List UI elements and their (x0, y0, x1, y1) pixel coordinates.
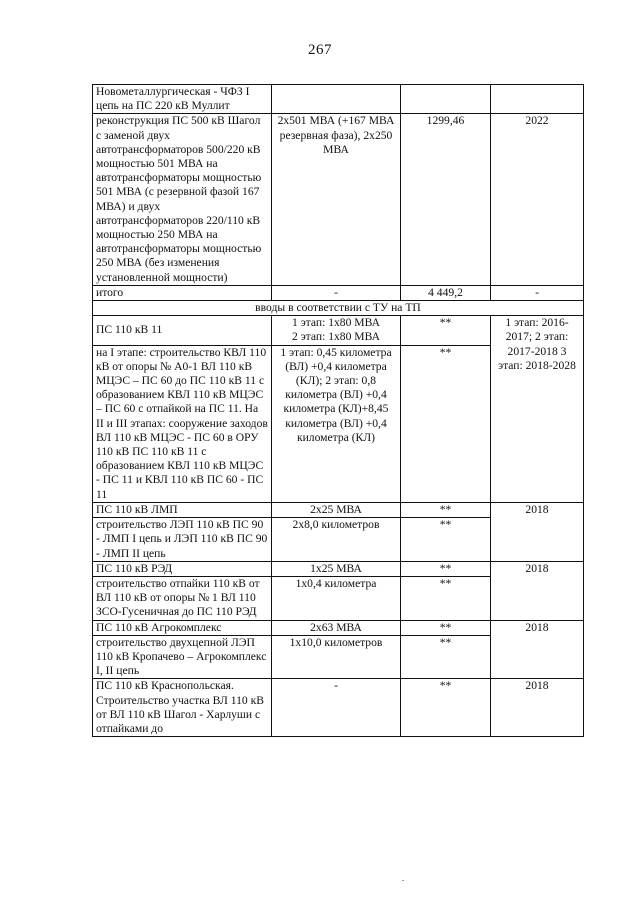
cost-cell: ** (401, 561, 491, 576)
investment-table (92, 84, 584, 737)
object-name-cell: ПС 110 кВ Краснопольская. Строительство участка ВЛ 110 кВ от ВЛ 110 кВ Шагол - Харлуши с отпайками до (93, 679, 272, 737)
capacity-cell: 2х501 МВА (+167 МВА резервная фаза), 2х250 МВА (272, 114, 401, 285)
year-cell: 2018 (491, 679, 584, 737)
object-name-cell: Новометаллургическая - ЧФЗ I цепь на ПС 220 кВ Муллит (93, 85, 272, 114)
object-name-cell: на I этапе: строительство КВЛ 110 кВ от опоры № А0-1 ВЛ 110 кВ МЦЭС – ПС 60 до ПС 110 кВ 11 с образованием КВЛ 110 кВ МЦЭС – ПС 60 с отпайкой на ПС 11. На II и III этапах: сооружение заходов ВЛ 110 кВ МЦЭС - ПС 60 в ОРУ 110 кВ ПС 110 кВ 11 с образованием КВЛ 110 кВ МЦЭС - ПС 11 и КВЛ 110 кВ ПС 60 - ПС 11 (93, 345, 272, 502)
table-row (93, 620, 584, 635)
year-cell (491, 85, 584, 114)
year-cell: 2022 (491, 114, 584, 285)
capacity-cell: 1х10,0 километров (272, 635, 401, 679)
table-row (93, 502, 584, 517)
capacity-cell: - (272, 679, 401, 737)
capacity-cell: 1 этап: 0,45 километра (ВЛ) +0,4 километра (КЛ); 2 этап: 0,8 километра (ВЛ) +0,4 километра (КЛ)+8,45 километра (ВЛ) +0,4 километра (КЛ) (272, 345, 401, 502)
year-cell: 2018 (491, 620, 584, 679)
table-row (93, 114, 584, 285)
capacity-cell: 1х0,4 километра (272, 576, 401, 620)
cost-cell: ** (401, 679, 491, 737)
object-name-cell: строительство отпайки 110 кВ от ВЛ 110 кВ от опоры № 1 ВЛ 110 ЗСО-Гусеничная до ПС 110 РЭД (93, 576, 272, 620)
capacity-cell (272, 316, 401, 345)
cost-cell: ** (401, 502, 491, 517)
table-row (93, 316, 584, 345)
cost-cell: ** (401, 576, 491, 620)
table-row (93, 85, 584, 114)
cost-cell: ** (401, 345, 491, 502)
year-cell: 2018 (491, 502, 584, 561)
object-name-cell: ПС 110 кВ ЛМП (93, 502, 272, 517)
section-heading-row (93, 301, 584, 316)
capacity-cell: - (272, 285, 401, 300)
cost-cell: 1299,46 (401, 114, 491, 285)
object-name-cell: ПС 110 кВ 11 (93, 316, 272, 345)
stage-line: 2 этап: 1х80 МВА (292, 330, 380, 344)
object-name-cell: реконструкция ПС 500 кВ Шагол с заменой двух автотрансформаторов 500/220 кВ мощностью 501 МВА на автотрансформаторы мощностью 501 МВА (с резервной фазой 167 МВА) и двух автотрансформаторов 220/110 кВ мощностью 250 МВА на автотрансформаторы мощностью 250 МВА (без изменения установленной мощности) (93, 114, 272, 285)
table-row (93, 561, 584, 576)
scan-speck (402, 880, 404, 881)
table-row (93, 679, 584, 737)
cost-cell: ** (401, 316, 491, 345)
object-name-cell: строительство ЛЭП 110 кВ ПС 90 - ЛМП I цепь и ЛЭП 110 кВ ПС 90 - ЛМП II цепь (93, 518, 272, 562)
object-name-cell: ПС 110 кВ Агрокомплекс (93, 620, 272, 635)
page-number: 267 (308, 42, 332, 58)
capacity-cell: 2х63 МВА (272, 620, 401, 635)
total-cost-cell: 4 449,2 (401, 285, 491, 300)
stage-line: 1 этап: 1х80 МВА (292, 316, 380, 330)
capacity-cell: 1х25 МВА (272, 561, 401, 576)
cost-cell (401, 85, 491, 114)
total-label: итого (93, 285, 272, 300)
total-row (93, 285, 584, 300)
capacity-cell: 2х25 МВА (272, 502, 401, 517)
object-name-cell: строительство двухцепной ЛЭП 110 кВ Кропачево – Агрокомплекс I, II цепь (93, 635, 272, 679)
capacity-cell (272, 85, 401, 114)
capacity-cell: 2х8,0 километров (272, 518, 401, 562)
cost-cell: ** (401, 635, 491, 679)
year-cell: - (491, 285, 584, 300)
cost-cell: ** (401, 620, 491, 635)
year-cell: 2018 (491, 561, 584, 620)
year-cell: 1 этап: 2016-2017; 2 этап: 2017-2018 3 этап: 2018-2028 (491, 316, 584, 503)
object-name-cell: ПС 110 кВ РЭД (93, 561, 272, 576)
section-title: вводы в соответствии с ТУ на ТП (93, 301, 584, 316)
cost-cell: ** (401, 518, 491, 562)
